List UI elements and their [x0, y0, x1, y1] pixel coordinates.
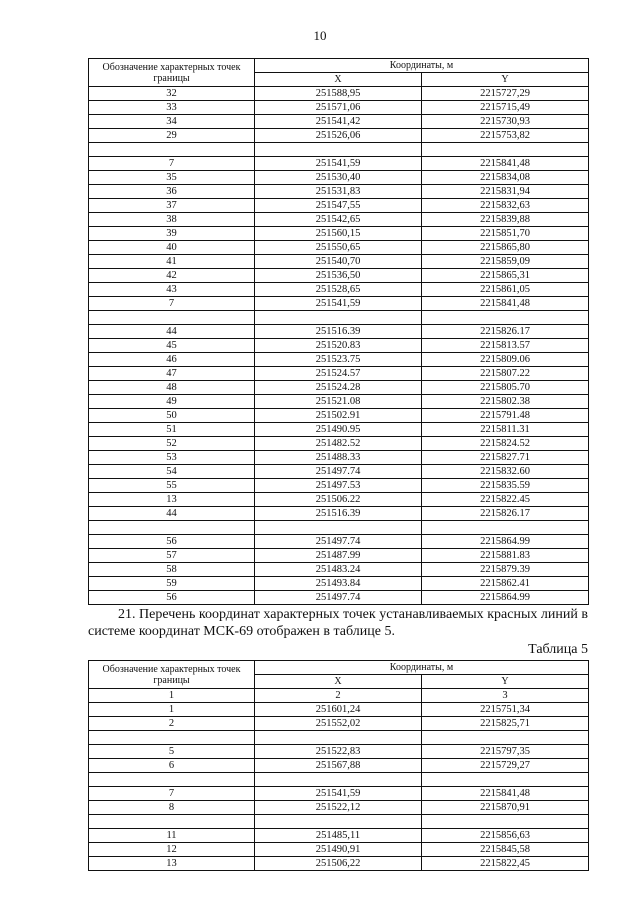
- x-coordinate-cell: 251547,55: [255, 199, 422, 213]
- point-id-cell: 46: [89, 353, 255, 367]
- point-id-cell: 13: [89, 493, 255, 507]
- y-coordinate-cell: 2215841,48: [422, 787, 589, 801]
- point-id-cell: 8: [89, 801, 255, 815]
- y-coordinate-cell: 2215864.99: [422, 591, 589, 605]
- table-row: [89, 409, 589, 423]
- point-id-cell: 6: [89, 759, 255, 773]
- point-id-cell: 32: [89, 87, 255, 101]
- x-coordinate-cell: 251485,11: [255, 829, 422, 843]
- point-id-cell: [89, 773, 255, 787]
- point-id-cell: 37: [89, 199, 255, 213]
- point-id-cell: [89, 143, 255, 157]
- point-id-cell: 52: [89, 437, 255, 451]
- table-row: [89, 703, 589, 717]
- table-row: [89, 521, 589, 535]
- y-coordinate-cell: [422, 521, 589, 535]
- table-row: [89, 479, 589, 493]
- table-row: [89, 157, 589, 171]
- coordinates-table-bottom: [88, 660, 589, 871]
- y-coordinate-cell: 2215805.70: [422, 381, 589, 395]
- table-row: [89, 213, 589, 227]
- point-id-cell: 1: [89, 703, 255, 717]
- table-row: [89, 311, 589, 325]
- x-coordinate-cell: 251522,12: [255, 801, 422, 815]
- point-id-cell: 13: [89, 857, 255, 871]
- x-coordinate-cell: 251502.91: [255, 409, 422, 423]
- table-row: [89, 493, 589, 507]
- x-coordinate-cell: 251528,65: [255, 283, 422, 297]
- point-id-cell: 33: [89, 101, 255, 115]
- x-coordinate-cell: [255, 815, 422, 829]
- y-coordinate-cell: 2215753,82: [422, 129, 589, 143]
- x-coordinate-cell: 251497.74: [255, 591, 422, 605]
- x-coordinate-cell: [255, 521, 422, 535]
- table-header-row: [89, 661, 589, 675]
- table-row: [89, 381, 589, 395]
- table-row: [89, 367, 589, 381]
- point-id-cell: 56: [89, 591, 255, 605]
- table-row: [89, 227, 589, 241]
- table-row: [89, 451, 589, 465]
- x-column-header: X: [255, 675, 422, 689]
- section-paragraph: 21. Перечень координат характерных точек устанавливаемых красных линий в системе координат МСК-69 отображен в таблице 5.: [88, 607, 588, 639]
- table-row: [89, 843, 589, 857]
- y-coordinate-cell: [422, 731, 589, 745]
- x-coordinate-cell: 251541,59: [255, 787, 422, 801]
- x-coordinate-cell: 251530,40: [255, 171, 422, 185]
- x-coordinate-cell: 251523.75: [255, 353, 422, 367]
- y-coordinate-cell: 2215861,05: [422, 283, 589, 297]
- point-id-cell: 40: [89, 241, 255, 255]
- coordinates-table-top: [88, 58, 589, 605]
- x-coordinate-cell: [255, 773, 422, 787]
- y-coordinate-cell: 2215864.99: [422, 535, 589, 549]
- y-coordinate-cell: 2215839,88: [422, 213, 589, 227]
- page-number: 10: [313, 28, 327, 43]
- y-coordinate-cell: [422, 143, 589, 157]
- x-coordinate-cell: 251490.95: [255, 423, 422, 437]
- point-id-cell: 44: [89, 325, 255, 339]
- point-id-cell: 39: [89, 227, 255, 241]
- table-row: [89, 549, 589, 563]
- y-coordinate-cell: 2215825,71: [422, 717, 589, 731]
- table-header-row: [89, 59, 589, 73]
- point-column-header: Обозначение характерных точек границы: [89, 661, 255, 689]
- x-coordinate-cell: 251531,83: [255, 185, 422, 199]
- table-row: [89, 185, 589, 199]
- y-coordinate-cell: [422, 773, 589, 787]
- point-id-cell: 41: [89, 255, 255, 269]
- x-coordinate-cell: 251540,70: [255, 255, 422, 269]
- y-coordinate-cell: 2215831,94: [422, 185, 589, 199]
- x-coordinate-cell: 251550,65: [255, 241, 422, 255]
- table-row: [89, 437, 589, 451]
- y-coordinate-cell: 2215841,48: [422, 297, 589, 311]
- table-row: [89, 535, 589, 549]
- y-coordinate-cell: 2215832,63: [422, 199, 589, 213]
- x-coordinate-cell: 251601,24: [255, 703, 422, 717]
- table-row: [89, 325, 589, 339]
- point-id-cell: 54: [89, 465, 255, 479]
- table-row: [89, 241, 589, 255]
- point-id-cell: 35: [89, 171, 255, 185]
- x-coordinate-cell: 251536,50: [255, 269, 422, 283]
- table-row: [89, 815, 589, 829]
- x-coordinate-cell: 251571,06: [255, 101, 422, 115]
- y-coordinate-cell: 2215791.48: [422, 409, 589, 423]
- table-row: [89, 101, 589, 115]
- x-coordinate-cell: 251541,59: [255, 297, 422, 311]
- x-coordinate-cell: 251520.83: [255, 339, 422, 353]
- y-coordinate-cell: 2215826.17: [422, 507, 589, 521]
- point-id-cell: 55: [89, 479, 255, 493]
- y-coordinate-cell: 2215870,91: [422, 801, 589, 815]
- table-row: [89, 423, 589, 437]
- x-coordinate-cell: 251497.53: [255, 479, 422, 493]
- point-id-cell: 11: [89, 829, 255, 843]
- x-coordinate-cell: [255, 143, 422, 157]
- x-coordinate-cell: 251526,06: [255, 129, 422, 143]
- y-coordinate-cell: 2215727,29: [422, 87, 589, 101]
- y-coordinate-cell: 2215809.06: [422, 353, 589, 367]
- table-row: [89, 787, 589, 801]
- column-number: 3: [422, 689, 589, 703]
- x-coordinate-cell: 251542,65: [255, 213, 422, 227]
- table-row: [89, 87, 589, 101]
- point-id-cell: 2: [89, 717, 255, 731]
- x-coordinate-cell: 251524.57: [255, 367, 422, 381]
- x-coordinate-cell: 251541,42: [255, 115, 422, 129]
- table-row: [89, 269, 589, 283]
- table-row: [89, 199, 589, 213]
- table-row: [89, 801, 589, 815]
- y-coordinate-cell: 2215730,93: [422, 115, 589, 129]
- y-coordinate-cell: 2215845,58: [422, 843, 589, 857]
- x-coordinate-cell: 251506.22: [255, 493, 422, 507]
- x-coordinate-cell: 251516.39: [255, 325, 422, 339]
- point-id-cell: 29: [89, 129, 255, 143]
- y-coordinate-cell: 2215802.38: [422, 395, 589, 409]
- point-id-cell: 12: [89, 843, 255, 857]
- point-id-cell: 45: [89, 339, 255, 353]
- y-coordinate-cell: 2215811.31: [422, 423, 589, 437]
- y-coordinate-cell: 2215835.59: [422, 479, 589, 493]
- point-id-cell: 5: [89, 745, 255, 759]
- x-coordinate-cell: 251483.24: [255, 563, 422, 577]
- point-id-cell: 7: [89, 787, 255, 801]
- y-coordinate-cell: 2215856,63: [422, 829, 589, 843]
- point-id-cell: [89, 311, 255, 325]
- point-id-cell: [89, 731, 255, 745]
- point-id-cell: [89, 521, 255, 535]
- point-id-cell: 47: [89, 367, 255, 381]
- y-coordinate-cell: 2215797,35: [422, 745, 589, 759]
- column-number: 1: [89, 689, 255, 703]
- point-id-cell: 49: [89, 395, 255, 409]
- y-coordinate-cell: 2215807.22: [422, 367, 589, 381]
- table-row: [89, 297, 589, 311]
- table-top-body: [89, 59, 589, 605]
- table-bottom-body: [89, 661, 589, 871]
- table-row: [89, 759, 589, 773]
- x-coordinate-cell: 251488.33: [255, 451, 422, 465]
- table-row: [89, 731, 589, 745]
- point-id-cell: 50: [89, 409, 255, 423]
- table-row: [89, 353, 589, 367]
- y-coordinate-cell: 2215879.39: [422, 563, 589, 577]
- x-coordinate-cell: 251541,59: [255, 157, 422, 171]
- table-row: [89, 591, 589, 605]
- point-id-cell: 43: [89, 283, 255, 297]
- table-row: [89, 829, 589, 843]
- table-row: [89, 577, 589, 591]
- point-id-cell: 38: [89, 213, 255, 227]
- y-coordinate-cell: [422, 815, 589, 829]
- x-coordinate-cell: 251497.74: [255, 465, 422, 479]
- table-row: [89, 717, 589, 731]
- point-id-cell: 59: [89, 577, 255, 591]
- column-numbering-row: [89, 689, 589, 703]
- point-id-cell: 7: [89, 157, 255, 171]
- y-coordinate-cell: 2215851,70: [422, 227, 589, 241]
- y-coordinate-cell: 2215813.57: [422, 339, 589, 353]
- point-id-cell: 48: [89, 381, 255, 395]
- x-coordinate-cell: 251490,91: [255, 843, 422, 857]
- x-coordinate-cell: 251524.28: [255, 381, 422, 395]
- y-coordinate-cell: 2215715,49: [422, 101, 589, 115]
- y-column-header: Y: [422, 73, 589, 87]
- point-id-cell: 34: [89, 115, 255, 129]
- table-row: [89, 465, 589, 479]
- point-id-cell: 57: [89, 549, 255, 563]
- table-row: [89, 395, 589, 409]
- table-row: [89, 563, 589, 577]
- x-coordinate-cell: [255, 311, 422, 325]
- y-coordinate-cell: 2215827.71: [422, 451, 589, 465]
- table-row: [89, 143, 589, 157]
- y-coordinate-cell: 2215865,80: [422, 241, 589, 255]
- y-coordinate-cell: 2215865,31: [422, 269, 589, 283]
- y-coordinate-cell: [422, 311, 589, 325]
- x-coordinate-cell: 251487.99: [255, 549, 422, 563]
- x-coordinate-cell: [255, 731, 422, 745]
- x-coordinate-cell: 251493.84: [255, 577, 422, 591]
- table-row: [89, 857, 589, 871]
- point-id-cell: 42: [89, 269, 255, 283]
- table-row: [89, 507, 589, 521]
- y-coordinate-cell: 2215859,09: [422, 255, 589, 269]
- table-row: [89, 171, 589, 185]
- x-coordinate-cell: 251482.52: [255, 437, 422, 451]
- table-row: [89, 129, 589, 143]
- x-column-header: X: [255, 73, 422, 87]
- x-coordinate-cell: 251588,95: [255, 87, 422, 101]
- coords-column-header: Координаты, м: [255, 59, 589, 73]
- table-row: [89, 115, 589, 129]
- point-id-cell: 58: [89, 563, 255, 577]
- table-row: [89, 283, 589, 297]
- y-coordinate-cell: 2215841,48: [422, 157, 589, 171]
- point-id-cell: 44: [89, 507, 255, 521]
- point-id-cell: 53: [89, 451, 255, 465]
- point-id-cell: [89, 815, 255, 829]
- x-coordinate-cell: 251516.39: [255, 507, 422, 521]
- table-caption: Таблица 5: [528, 642, 588, 657]
- x-coordinate-cell: 251560,15: [255, 227, 422, 241]
- y-coordinate-cell: 2215881.83: [422, 549, 589, 563]
- point-id-cell: 36: [89, 185, 255, 199]
- y-coordinate-cell: 2215822,45: [422, 857, 589, 871]
- y-coordinate-cell: 2215729,27: [422, 759, 589, 773]
- table-row: [89, 773, 589, 787]
- y-column-header: Y: [422, 675, 589, 689]
- y-coordinate-cell: 2215826.17: [422, 325, 589, 339]
- x-coordinate-cell: 251567,88: [255, 759, 422, 773]
- x-coordinate-cell: 251497.74: [255, 535, 422, 549]
- point-id-cell: 56: [89, 535, 255, 549]
- x-coordinate-cell: 251506,22: [255, 857, 422, 871]
- y-coordinate-cell: 2215822.45: [422, 493, 589, 507]
- x-coordinate-cell: 251522,83: [255, 745, 422, 759]
- x-coordinate-cell: 251521.08: [255, 395, 422, 409]
- y-coordinate-cell: 2215751,34: [422, 703, 589, 717]
- column-number: 2: [255, 689, 422, 703]
- point-column-header: Обозначение характерных точек границы: [89, 59, 255, 87]
- table-row: [89, 745, 589, 759]
- table-row: [89, 339, 589, 353]
- table-row: [89, 255, 589, 269]
- y-coordinate-cell: 2215824.52: [422, 437, 589, 451]
- coords-column-header: Координаты, м: [255, 661, 589, 675]
- y-coordinate-cell: 2215834,08: [422, 171, 589, 185]
- x-coordinate-cell: 251552,02: [255, 717, 422, 731]
- y-coordinate-cell: 2215832.60: [422, 465, 589, 479]
- point-id-cell: 7: [89, 297, 255, 311]
- point-id-cell: 51: [89, 423, 255, 437]
- y-coordinate-cell: 2215862.41: [422, 577, 589, 591]
